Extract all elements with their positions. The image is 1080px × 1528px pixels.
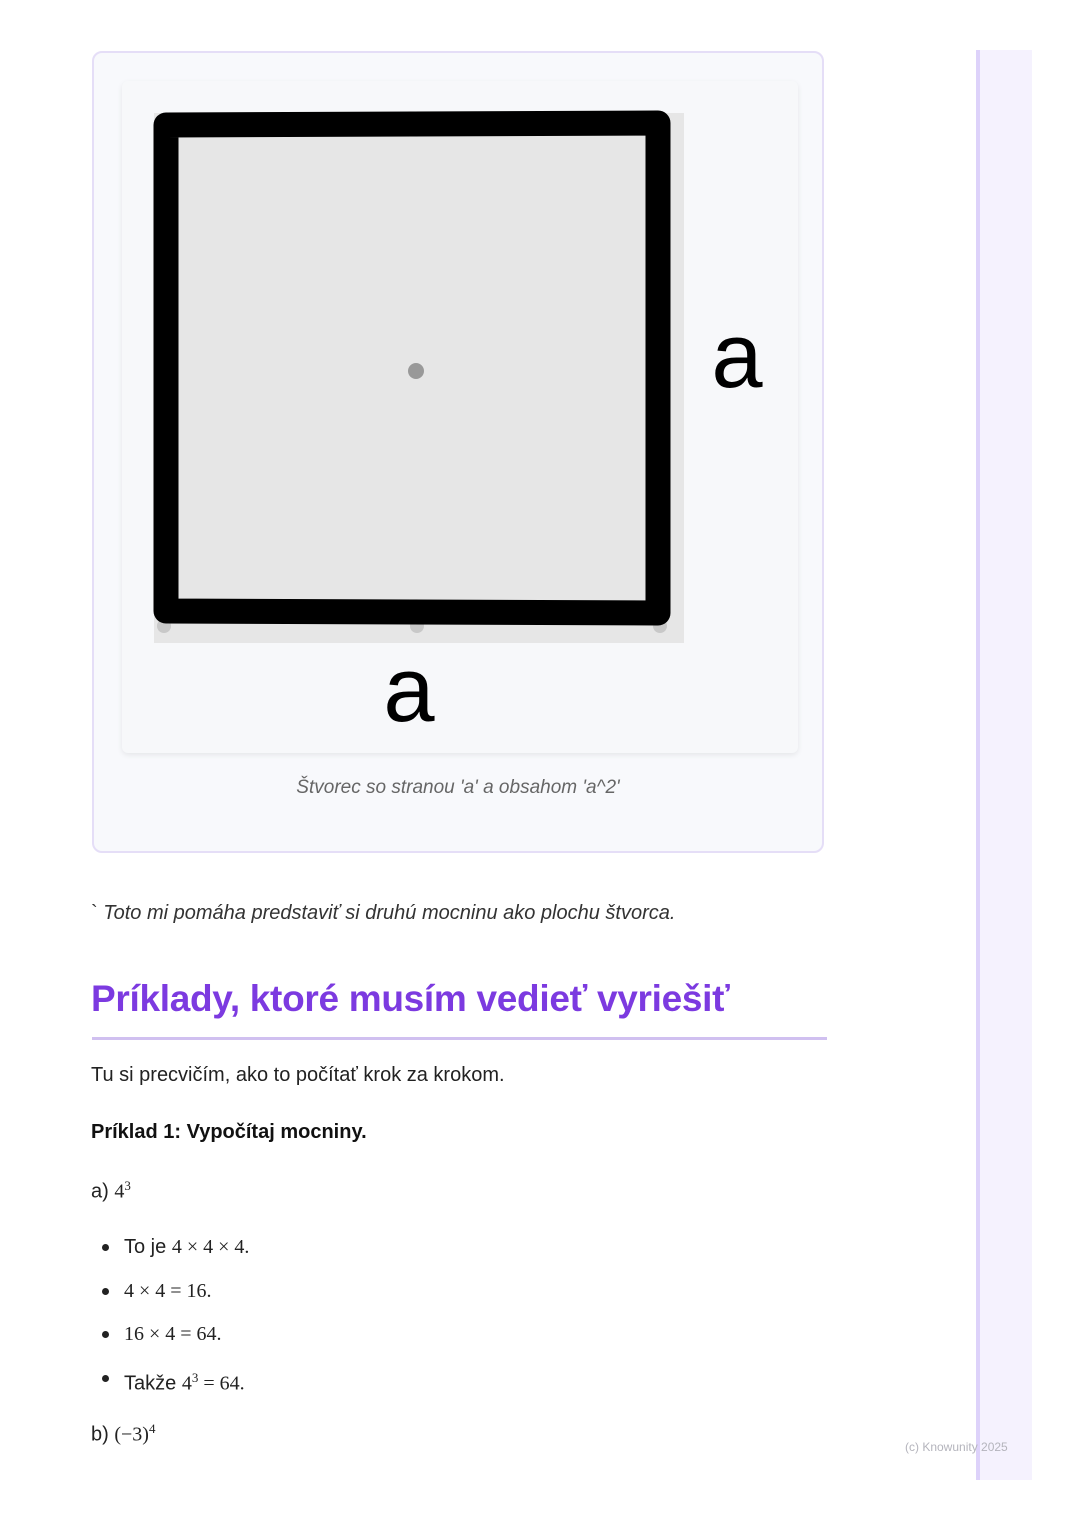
part-b-label: b) bbox=[91, 1423, 109, 1446]
step-exp: 3 bbox=[191, 1369, 199, 1385]
part-a-base: 4 bbox=[114, 1180, 125, 1203]
rail-line bbox=[976, 50, 980, 1480]
part-a-exp: 3 bbox=[124, 1178, 131, 1193]
right-rail bbox=[976, 50, 1032, 1480]
section-heading: Príklady, ktoré musím vedieť vyriešiť bbox=[91, 978, 730, 1019]
part-b-exp: 4 bbox=[148, 1421, 156, 1436]
bullet bbox=[102, 1331, 109, 1338]
part-b bbox=[91, 1421, 155, 1447]
side-label-right: a bbox=[711, 305, 763, 407]
footer-copyright: (c) Knowunity 2025 bbox=[905, 1440, 1008, 1454]
part-a-label: a) bbox=[91, 1180, 109, 1203]
figure-card bbox=[92, 51, 824, 853]
note-italic: Toto mi pomáha predstaviť si druhú mocninu ako plochu štvorca. bbox=[103, 902, 676, 924]
bullet bbox=[102, 1375, 109, 1382]
step-math: 4 × 4 = 16. bbox=[124, 1279, 212, 1302]
figure-caption: Štvorec so stranou 'a' a obsahom 'a^2' bbox=[296, 777, 620, 798]
step-math: 16 × 4 = 64. bbox=[124, 1323, 222, 1345]
center-dot bbox=[408, 363, 424, 379]
step-prefix: To je bbox=[124, 1236, 172, 1258]
list-item bbox=[91, 1274, 249, 1318]
bullet bbox=[102, 1288, 109, 1295]
list-item bbox=[91, 1361, 249, 1405]
example-title: Príklad 1: Vypočítaj mocniny. bbox=[91, 1121, 367, 1143]
square-diagram bbox=[122, 81, 798, 753]
side-label-bottom: a bbox=[383, 639, 435, 741]
step-math: 4 × 4 × 4. bbox=[171, 1236, 250, 1258]
steps-list bbox=[91, 1230, 249, 1404]
bullet bbox=[102, 1244, 109, 1251]
part-a bbox=[91, 1178, 131, 1204]
list-item bbox=[91, 1230, 249, 1274]
step-math: 4 bbox=[181, 1372, 192, 1395]
step-suffix: = 64. bbox=[198, 1372, 245, 1395]
note-text bbox=[91, 902, 675, 925]
step-prefix: Takže bbox=[124, 1372, 182, 1395]
list-item bbox=[91, 1317, 249, 1361]
note-tick: ` bbox=[91, 902, 98, 924]
heading-underline bbox=[92, 1037, 827, 1040]
part-b-base: (−3) bbox=[114, 1423, 149, 1446]
section-intro: Tu si precvičím, ako to počítať krok za krokom. bbox=[91, 1064, 505, 1086]
figure-image bbox=[122, 81, 798, 753]
